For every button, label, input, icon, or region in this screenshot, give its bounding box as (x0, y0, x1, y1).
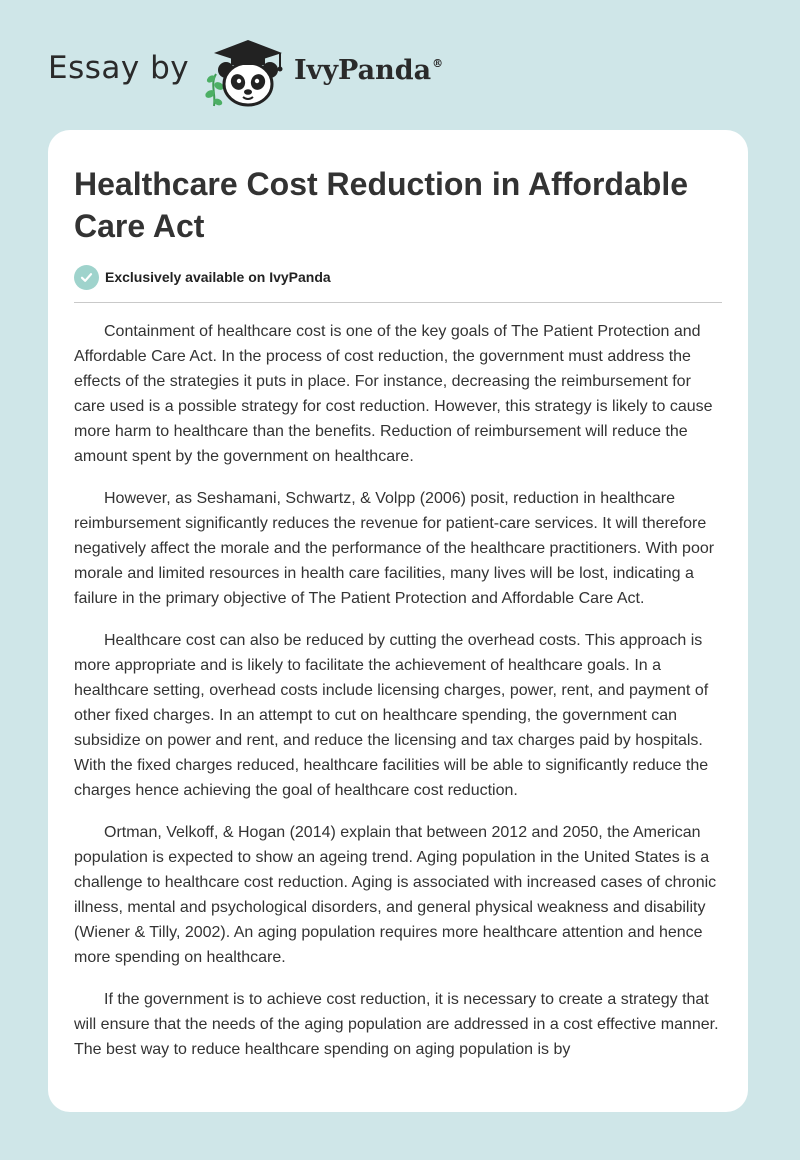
paragraph: Ortman, Velkoff, & Hogan (2014) explain that between 2012 and 2050, the American population is expected to show an ageing trend. Aging population in the United States is a challenge to healthcare cost reduction. Aging is associated with increased cases of chronic illness, mental and psychological disorders, and general physical weakness and disability (Wiener & Tilly, 2002). An aging population requires more healthcare attention and hence more spending on healthcare. (74, 824, 717, 966)
exclusive-badge (74, 264, 331, 290)
paragraph: Healthcare cost can also be reduced by cutting the overhead costs. This approach is more appropriate and is likely to facilitate the achievement of healthcare goals. In a healthcare setting, overhead costs include licensing charges, power, rent, and payment of other fixed charges. In an attempt to cut on healthcare spending, the government can subsidize on power and rent, and reduce the licensing and tax charges paid by hospitals. With the fixed charges reduced, healthcare facilities will be able to significantly reduce the charges hence achieving the goal of healthcare cost reduction. (74, 632, 709, 799)
panda-graduate-icon (200, 36, 290, 108)
essay-by-label: Essay by (48, 50, 190, 86)
divider (74, 302, 722, 303)
essay-title: Healthcare Cost Reduction in Affordable Care Act (74, 166, 688, 244)
essay-card (48, 130, 748, 1112)
brand-name[interactable]: IvyPanda® (294, 55, 444, 86)
site-header (0, 0, 800, 130)
check-icon (74, 265, 99, 290)
paragraph: However, as Seshamani, Schwartz, & Volpp (2006) posit, reduction in healthcare reimbursement significantly reduces the revenue for patient-care services. It will therefore negatively affect the morale and the performance of the healthcare practitioners. With poor morale and limited resources in health care facilities, many lives will be lost, indicating a failure in the primary objective of The Patient Protection and Affordable Care Act. (74, 490, 715, 607)
paragraph: If the government is to achieve cost reduction, it is necessary to create a strategy that will ensure that the needs of the aging population are addressed in a cost effective manner. The best way to reduce healthcare spending on aging population is by (74, 991, 719, 1058)
paragraph: Containment of healthcare cost is one of the key goals of The Patient Protection and Affordable Care Act. In the process of cost reduction, the government must address the effects of the strategies it puts in place. For instance, decreasing the reimbursement for care used is a possible strategy for cost reduction. However, this strategy is likely to cause more harm to healthcare than the benefits. Reduction of reimbursement will reduce the amount spent by the government on healthcare. (74, 323, 713, 465)
essay-body (74, 319, 726, 1079)
registered-mark: ® (432, 57, 444, 70)
exclusive-badge-text: Exclusively available on IvyPanda (105, 269, 331, 285)
